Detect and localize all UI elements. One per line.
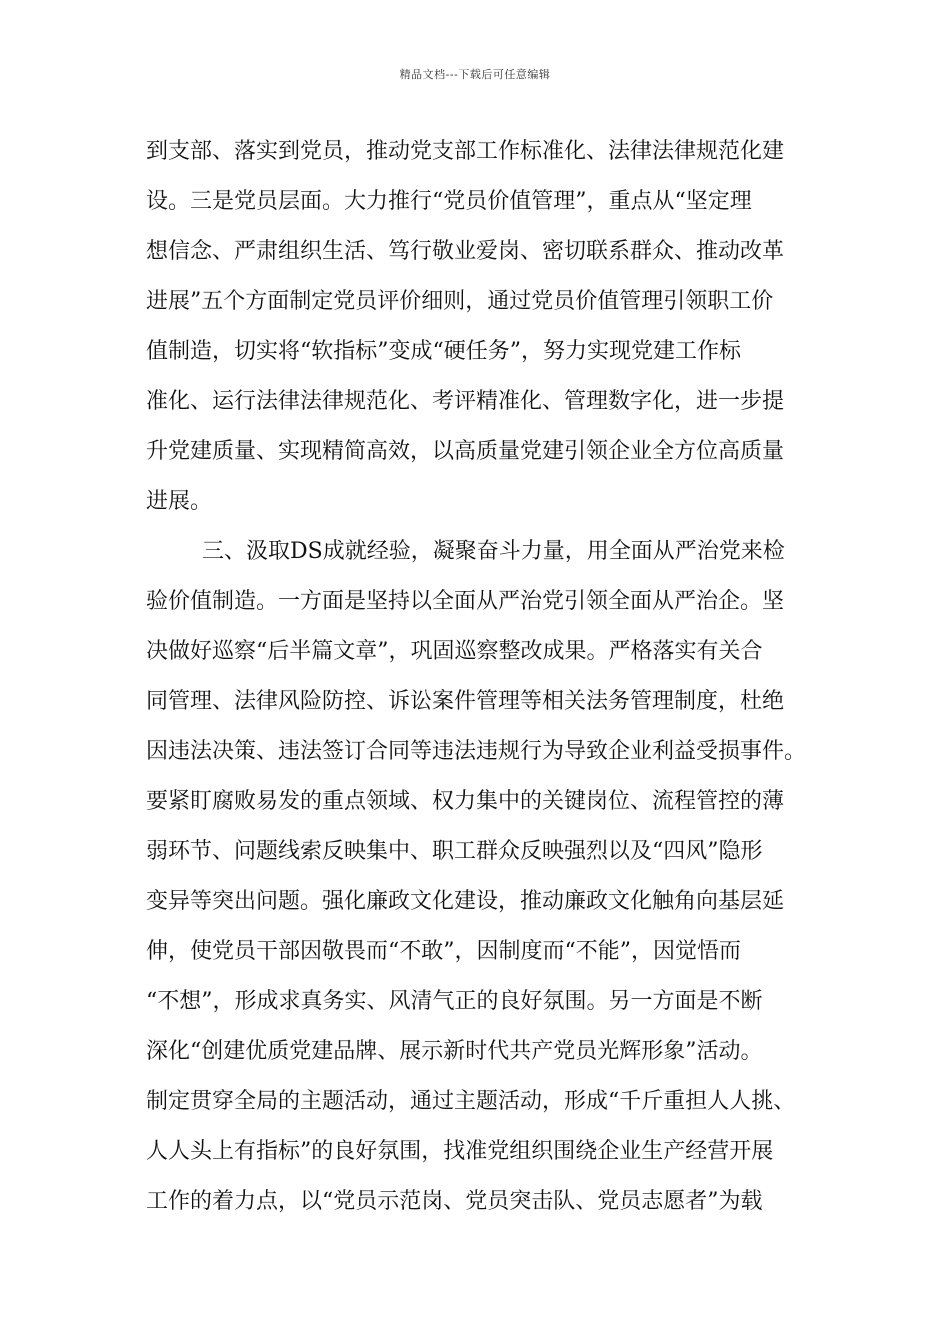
text-line: 因违法决策、违法签订合同等违法违规行为导致企业利益受损事件。	[146, 739, 807, 764]
document-body	[146, 127, 808, 1227]
text-line: 伸，使党员干部因敬畏而“不敢”，因制度而“不能”，因觉悟而	[146, 939, 741, 964]
text-line: 变异等突出问题。强化廉政文化建设，推动廉政文化触角向基层延	[146, 889, 785, 914]
text-line: 进展。	[146, 489, 213, 514]
text-line-first: 三、汲取DS成就经验，凝聚奋斗力量，用全面从严治党来检	[202, 539, 785, 564]
text-line: 制定贯穿全局的主题活动，通过主题活动，形成“千斤重担人人挑、	[146, 1089, 796, 1114]
text-line: 工作的着力点，以“党员示范岗、党员突击队、党员志愿者”为载	[146, 1189, 763, 1214]
text-line: 值制造，切实将“软指标”变成“硬任务”，努力实现党建工作标	[146, 339, 741, 364]
page-header: 精品文档---下载后可任意编辑	[399, 68, 551, 81]
text-line: 要紧盯腐败易发的重点领域、权力集中的关键岗位、流程管控的薄	[146, 789, 785, 814]
text-line: 验价值制造。一方面是坚持以全面从严治党引领全面从严治企。坚	[146, 589, 785, 614]
text-line: 同管理、法律风险防控、诉讼案件管理等相关法务管理制度，杜绝	[146, 689, 785, 714]
text-line: 到支部、落实到党员，推动党支部工作标准化、法律法律规范化建	[146, 139, 785, 164]
text-line: 想信念、严肃组织生活、笃行敬业爱岗、密切联系群众、推动改革	[146, 239, 785, 264]
text-line: “不想”，形成求真务实、风清气正的良好氛围。另一方面是不断	[146, 989, 763, 1014]
text-line: 决做好巡察“后半篇文章”，巩固巡察整改成果。严格落实有关合	[146, 639, 763, 664]
paragraph-2	[146, 527, 808, 1227]
paragraph-1	[146, 127, 808, 527]
text-line: 深化“创建优质党建品牌、展示新时代共产党员光辉形象”活动。	[146, 1039, 763, 1064]
text-line: 弱环节、问题线索反映集中、职工群众反映强烈以及“四风”隐形	[146, 839, 763, 864]
text-line: 人人头上有指标”的良好氛围，找准党组织围绕企业生产经营开展	[146, 1139, 774, 1164]
text-line: 准化、运行法律法律规范化、考评精准化、管理数字化，进一步提	[146, 389, 785, 414]
text-line: 进展”五个方面制定党员评价细则，通过党员价值管理引领职工价	[146, 289, 774, 314]
text-line: 设。三是党员层面。大力推行“党员价值管理”，重点从“坚定理	[146, 189, 752, 214]
text-line: 升党建质量、实现精简高效，以高质量党建引领企业全方位高质量	[146, 439, 785, 464]
